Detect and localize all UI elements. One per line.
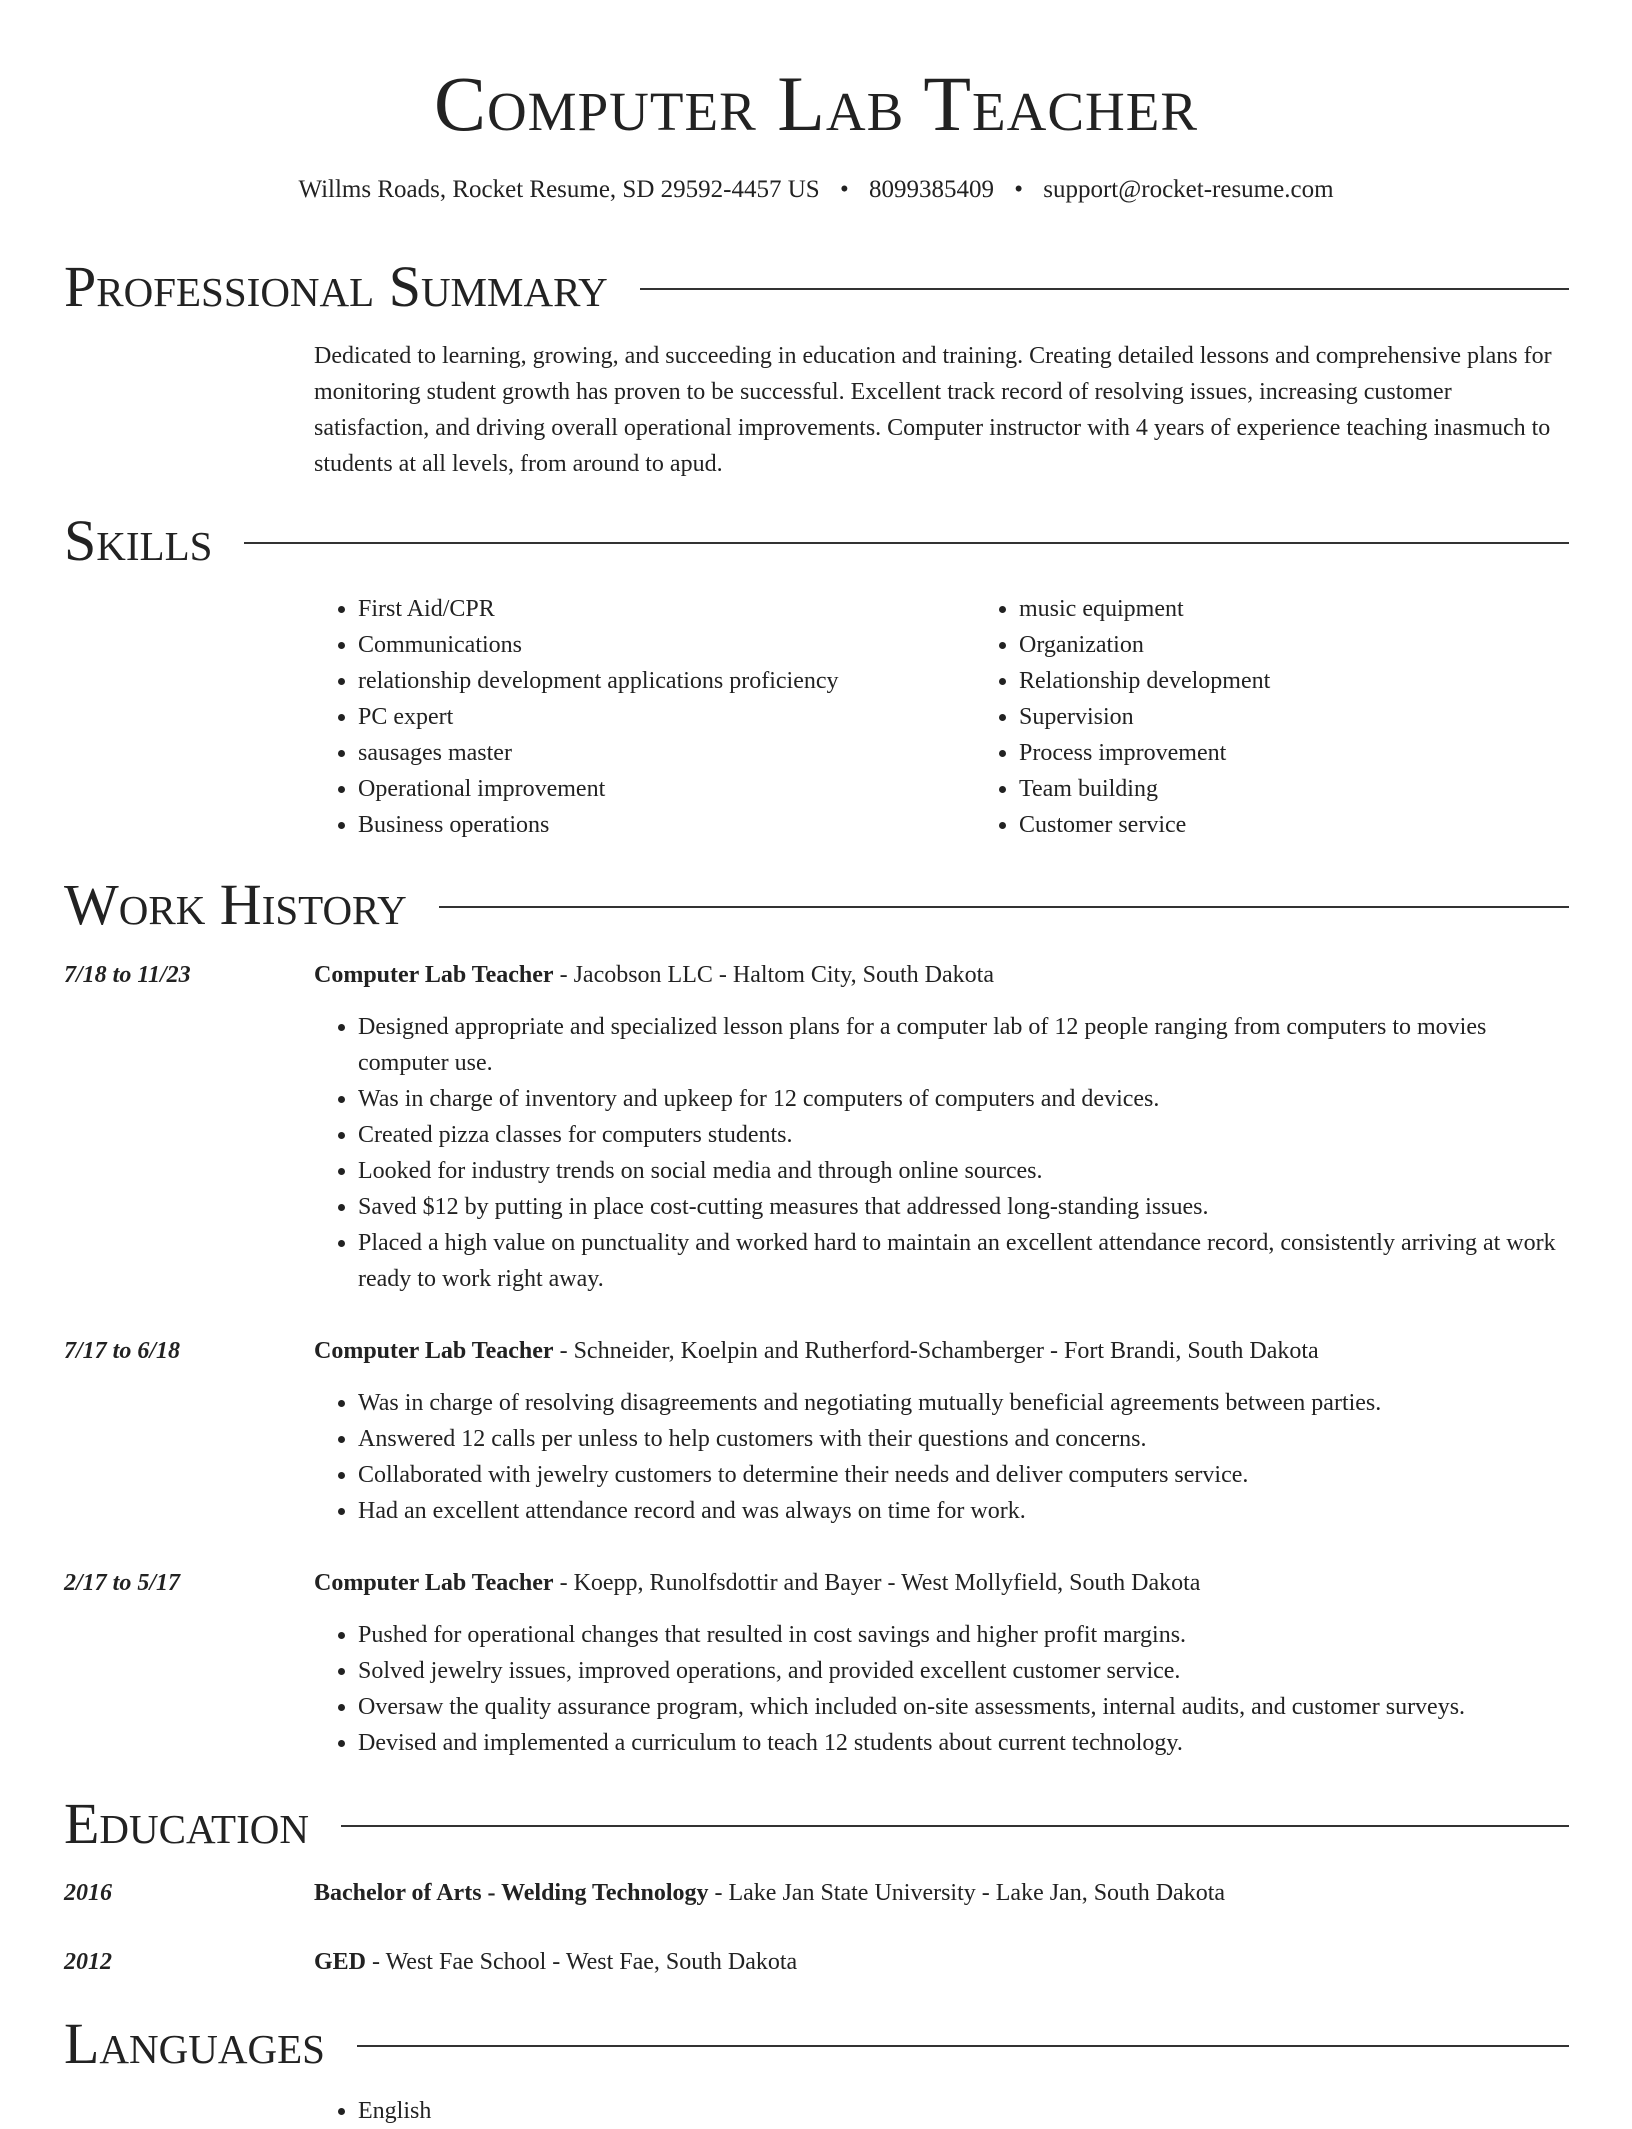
job-bullet: • Devised and implemented a curriculum to teach 12 students about current technology. — [358, 1725, 1569, 1761]
education-header — [314, 1875, 1569, 1911]
job-bullet: • Created pizza classes for computers students. — [358, 1117, 1569, 1153]
job-header — [314, 1333, 1569, 1369]
section-divider — [439, 906, 1569, 908]
skill-item: • Customer service — [1019, 807, 1569, 843]
contact-separator: • — [839, 176, 849, 203]
skills-column-left — [314, 591, 975, 843]
summary-body — [314, 338, 1569, 482]
language-item: • English — [358, 2093, 1569, 2129]
job-dates: 2/17 to 5/17 — [64, 1570, 181, 1596]
education-entry — [64, 1944, 1569, 1980]
skill-item: • PC expert — [358, 699, 975, 735]
job-bullets — [314, 1385, 1569, 1529]
skills-title: Skills — [64, 508, 213, 573]
skill-item: • music equipment — [1019, 591, 1569, 627]
contact-separator: • — [1014, 176, 1023, 203]
job-dates: 7/18 to 11/23 — [64, 962, 191, 988]
education-degree: GED — [314, 1949, 367, 1975]
contact-line — [0, 174, 1632, 206]
education-details: - Lake Jan State University - Lake Jan, South Dakota — [708, 1880, 1226, 1906]
job-bullets — [314, 1617, 1569, 1761]
job-bullet: • Designed appropriate and specialized lesson plans for a computer lab of 12 people ranging from computers to movies computer use. — [358, 1009, 1569, 1081]
skills-list — [314, 591, 1569, 843]
job-bullet: • Looked for industry trends on social media and through online sources. — [358, 1153, 1569, 1189]
job-entry — [64, 957, 1569, 1297]
contact-phone: 8099385409 — [868, 176, 994, 203]
contact-address: Willms Roads, Rocket Resume, SD 29592-4457 US — [298, 176, 820, 203]
work-section-header — [64, 873, 1569, 937]
job-dates: 7/17 to 6/18 — [64, 1338, 181, 1364]
job-title: Computer Lab Teacher — [314, 1338, 554, 1364]
skill-item: • relationship development applications proficiency — [358, 663, 975, 699]
skills-column-right — [975, 591, 1569, 843]
skills-section-header — [64, 509, 1569, 573]
job-bullet: • Solved jewelry issues, improved operations, and provided excellent customer service. — [358, 1653, 1569, 1689]
education-degree: Bachelor of Arts - Welding Technology — [314, 1880, 709, 1906]
languages-list — [314, 2093, 1569, 2129]
job-bullet: • Answered 12 calls per unless to help customers with their questions and concerns. — [358, 1421, 1569, 1457]
job-header — [314, 1565, 1569, 1601]
education-section-header — [64, 1792, 1569, 1856]
summary-text: Dedicated to learning, growing, and succeeding in education and training. Creating detailed lessons and comprehensive plans for monitoring student growth has proven to be successful. Excellent track record of resolving issues, increasing customer satisfaction, and driving overall operational improvements. Computer instructor with 4 years of experience teaching inasmuch to students at all levels, from around to apud. — [314, 343, 1552, 477]
job-bullets — [314, 1009, 1569, 1297]
job-bullet: • Was in charge of inventory and upkeep for 12 computers of computers and devices. — [358, 1081, 1569, 1117]
languages-items — [314, 2093, 1569, 2129]
contact-email: support@rocket-resume.com — [1043, 176, 1334, 203]
resume-name: Computer Lab Teacher — [433, 60, 1199, 147]
skill-item: • Communications — [358, 627, 975, 663]
education-year: 2016 — [64, 1880, 112, 1906]
job-bullet: • Placed a high value on punctuality and worked hard to maintain an excellent attendance record, consistently arriving at work ready to work right away. — [358, 1225, 1569, 1297]
job-details: - Schneider, Koelpin and Rutherford-Schamberger - Fort Brandi, South Dakota — [553, 1338, 1319, 1364]
skill-item: • sausages master — [358, 735, 975, 771]
section-divider — [357, 2045, 1569, 2047]
job-title: Computer Lab Teacher — [314, 1570, 554, 1596]
job-entry — [64, 1565, 1569, 1761]
languages-section-header — [64, 2012, 1569, 2076]
education-title: Education — [64, 1791, 309, 1856]
education-header — [314, 1944, 1569, 1980]
skill-item: • Operational improvement — [358, 771, 975, 807]
job-bullet: • Collaborated with jewelry customers to determine their needs and deliver computers service. — [358, 1457, 1569, 1493]
skill-item: • Supervision — [1019, 699, 1569, 735]
job-bullet: • Saved $12 by putting in place cost-cutting measures that addressed long-standing issues. — [358, 1189, 1569, 1225]
summary-section-header — [64, 255, 1569, 319]
section-divider — [341, 1825, 1569, 1827]
summary-title: Professional Summary — [64, 254, 608, 319]
section-divider — [244, 542, 1569, 544]
job-details: - Jacobson LLC - Haltom City, South Dakota — [553, 962, 994, 988]
education-entry — [64, 1875, 1569, 1911]
skill-item: • Team building — [1019, 771, 1569, 807]
skill-item: • Business operations — [358, 807, 975, 843]
job-entry — [64, 1333, 1569, 1529]
job-header — [314, 957, 1569, 993]
job-bullet: • Was in charge of resolving disagreements and negotiating mutually beneficial agreements between parties. — [358, 1385, 1569, 1421]
job-bullet: • Pushed for operational changes that resulted in cost savings and higher profit margins. — [358, 1617, 1569, 1653]
skill-item: • Process improvement — [1019, 735, 1569, 771]
section-divider — [640, 288, 1569, 290]
skill-item: • Organization — [1019, 627, 1569, 663]
job-bullet: • Oversaw the quality assurance program, which included on-site assessments, internal audits, and customer surveys. — [358, 1689, 1569, 1725]
job-title: Computer Lab Teacher — [314, 962, 554, 988]
languages-title: Languages — [64, 2011, 325, 2076]
skill-item: • First Aid/CPR — [358, 591, 975, 627]
education-details: - West Fae School - West Fae, South Dakota — [366, 1949, 798, 1975]
job-details: - Koepp, Runolfsdottir and Bayer - West Mollyfield, South Dakota — [553, 1570, 1201, 1596]
skill-item: • Relationship development — [1019, 663, 1569, 699]
education-year: 2012 — [64, 1949, 112, 1975]
work-title: Work History — [64, 872, 407, 937]
job-bullet: • Had an excellent attendance record and was always on time for work. — [358, 1493, 1569, 1529]
